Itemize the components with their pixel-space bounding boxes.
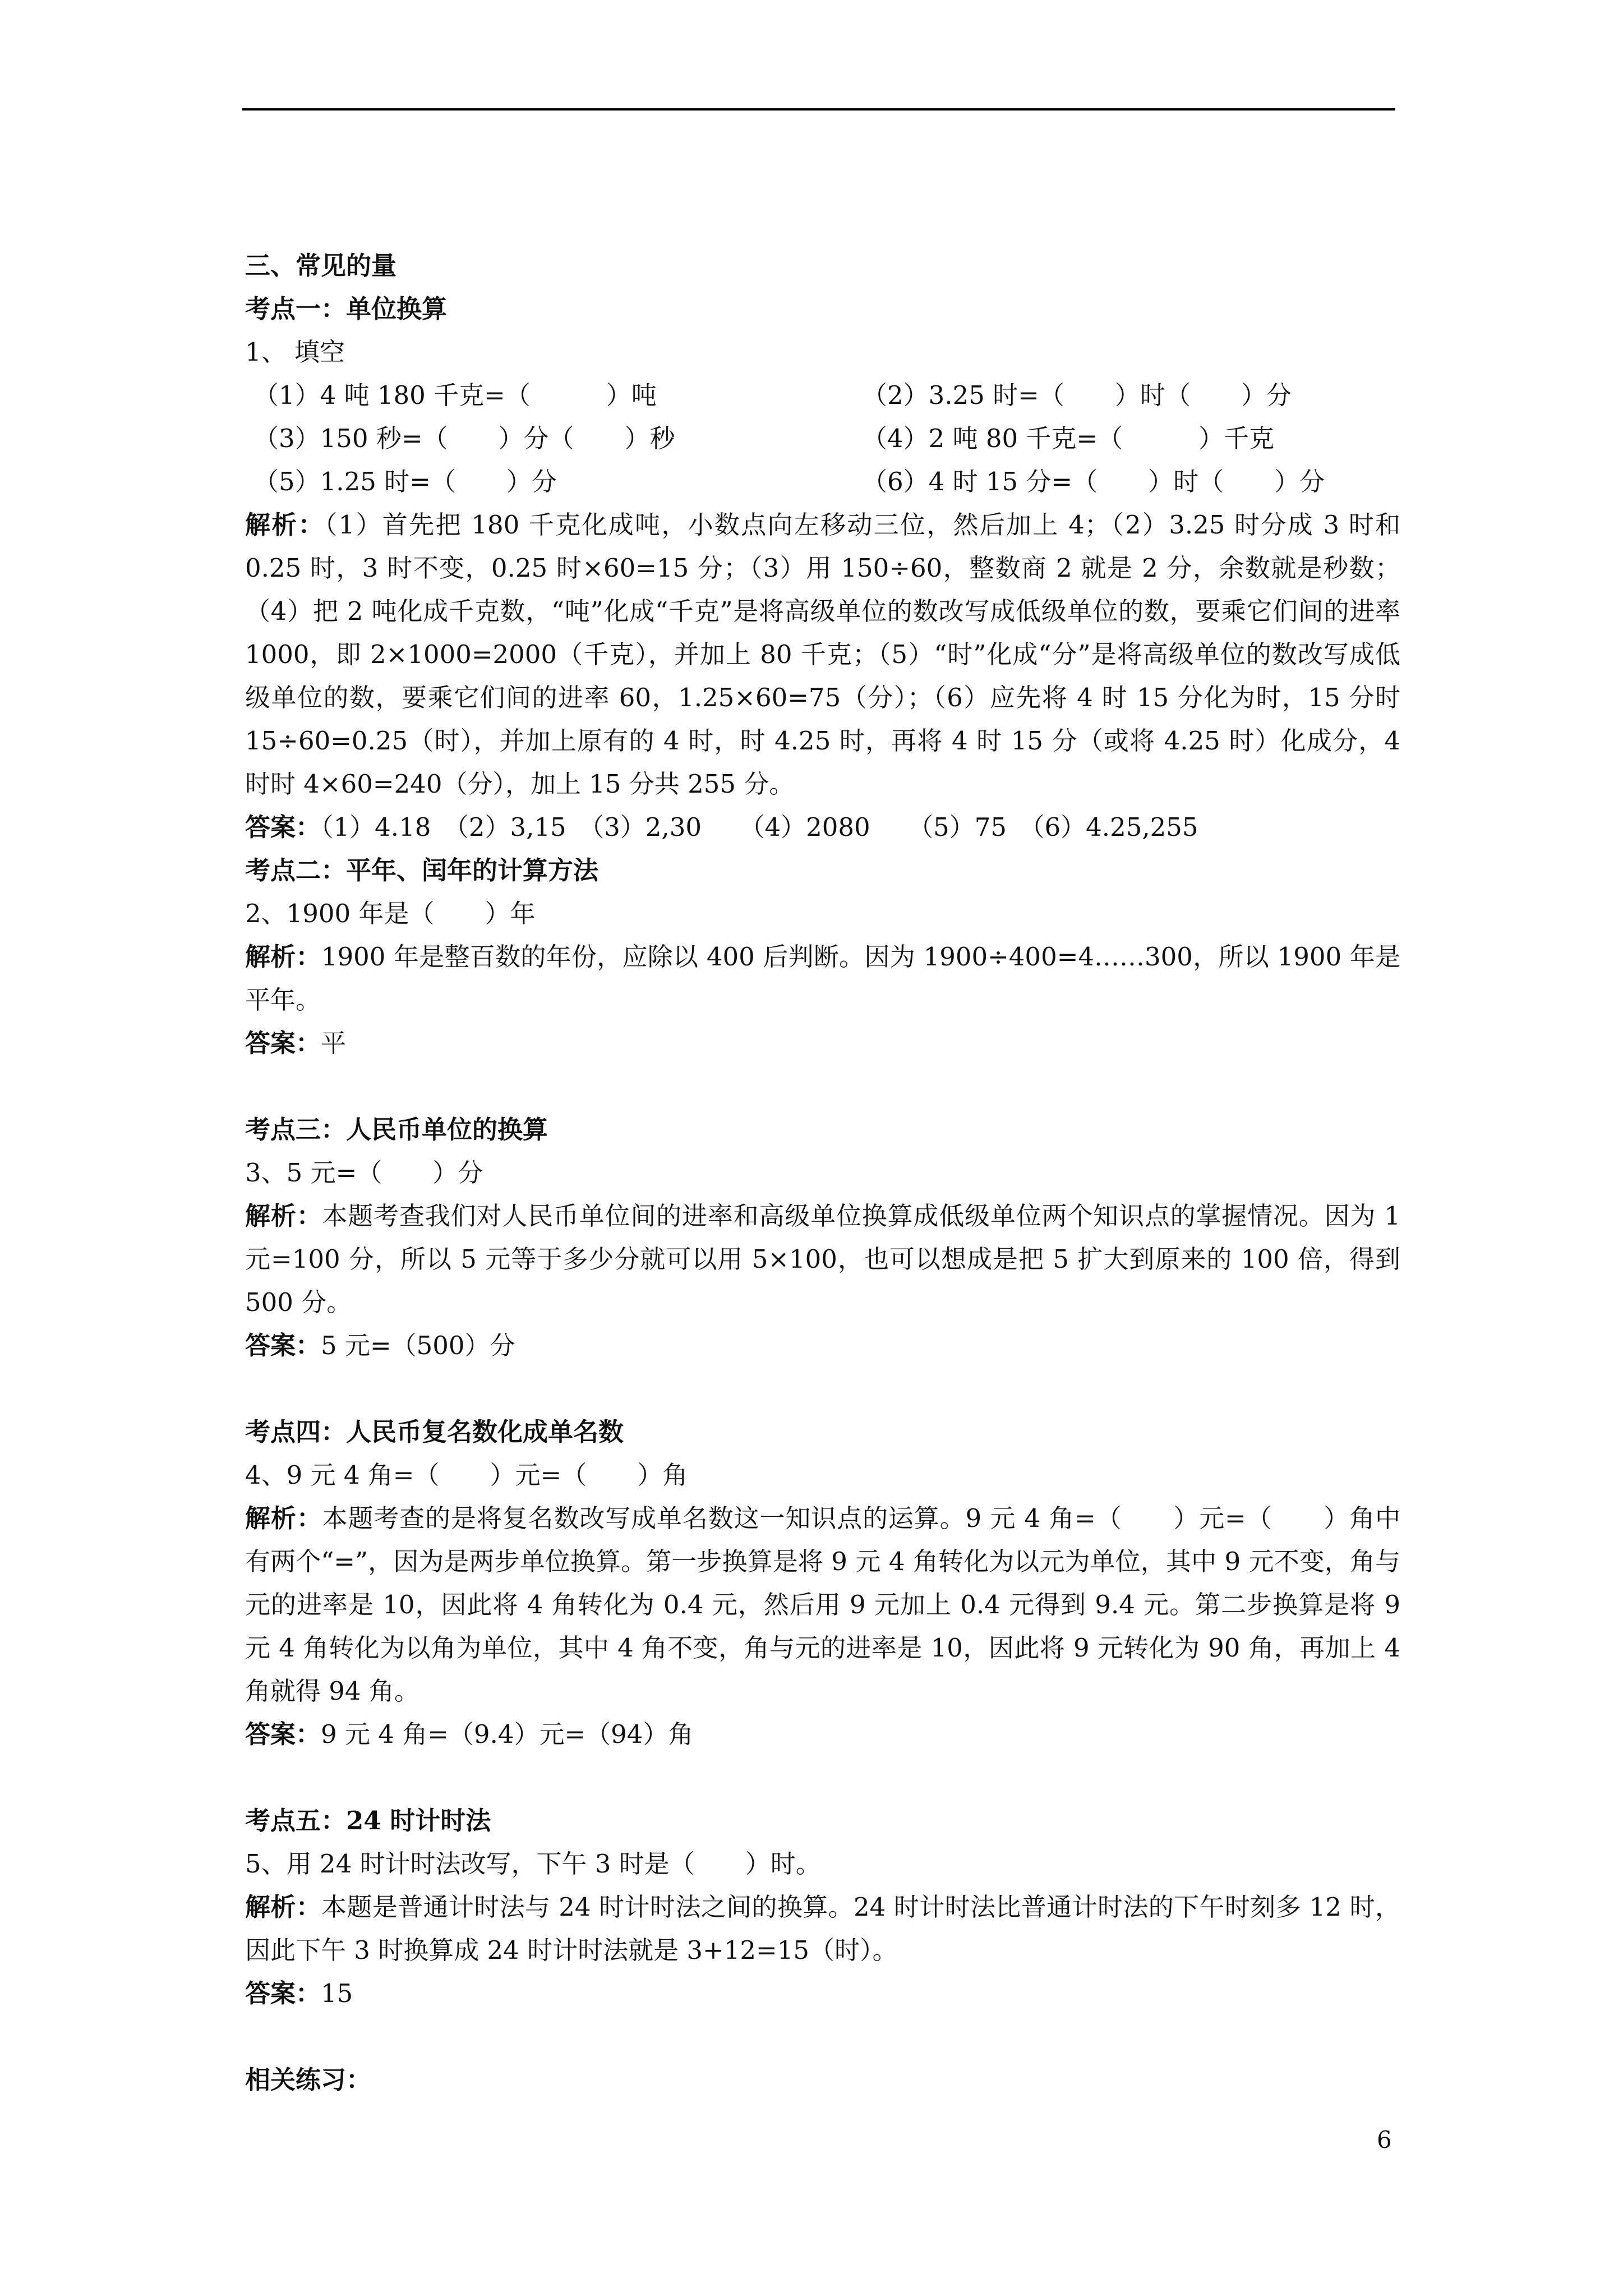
analysis-label: 解析： <box>245 1503 322 1533</box>
point-1-analysis <box>245 503 1400 806</box>
spacer <box>245 2015 1400 2058</box>
point-2-title: 考点二：平年、闰年的计算方法 <box>245 855 599 885</box>
point-5-title: 考点五：24 时计时法 <box>245 1806 491 1835</box>
point-4-title: 考点四：人民币复名数化成单名数 <box>245 1417 624 1447</box>
analysis-text: 1900 年是整百数的年份，应除以 400 后判断。因为 1900÷400=4……300，所以 1900 年是平年。 <box>245 942 1400 1015</box>
fill-item-4: （4）2 吨 80 千克=（ ）千克 <box>862 424 1275 453</box>
analysis-label: 解析： <box>245 1892 322 1922</box>
answer-label: 答案： <box>245 1331 321 1360</box>
answer-text: 5 元=（500）分 <box>321 1331 515 1360</box>
header-rule <box>242 108 1395 111</box>
analysis-text: 本题考查的是将复名数改写成单名数这一知识点的运算。9 元 4 角=（ ）元=（ ）角中有两个“=”，因为是两步单位换算。第一步换算是将 9 元 4 角转化为以元为单位，其中 9 元不变，角与元的进率是 10，因此将 4 角转化为 0.4 元，然后用 9 元加上 0.4 元得到 9.4 元。第二步换算是将 9 元 4 角转化为以角为单位，其中 4 角不变，角与元的进率是 10，因此将 9 元转化为 90 角，再加上 4 角就得 94 角。 <box>245 1503 1400 1706</box>
spacer <box>245 1756 1400 1799</box>
point-1-answer <box>245 806 1400 849</box>
point-5-question: 5、用 24 时计时法改写，下午 3 时是（ ）时。 <box>245 1849 821 1879</box>
point-2-question: 2、1900 年是（ ）年 <box>245 899 536 928</box>
answer-label: 答案： <box>245 1028 321 1058</box>
point-4-analysis <box>245 1497 1400 1713</box>
answer-text: 15 <box>321 1978 353 2008</box>
related-practice-heading: 相关练习： <box>245 2065 372 2095</box>
spacer <box>245 1367 1400 1410</box>
fill-item-5: （5）1.25 时=（ ）分 <box>253 467 557 496</box>
point-3-question: 3、5 元=（ ）分 <box>245 1158 483 1188</box>
point-5-answer <box>245 1972 1400 2015</box>
point-2-answer <box>245 1022 1400 1065</box>
fill-item-3: （3）150 秒=（ ）分（ ）秒 <box>253 424 675 453</box>
point-5-analysis <box>245 1885 1400 1972</box>
point-4-answer <box>245 1713 1400 1756</box>
analysis-label: 解析： <box>245 942 321 972</box>
point-1-question-label: 1、 填空 <box>245 337 345 367</box>
spacer <box>245 1065 1400 1108</box>
fill-row-3 <box>245 460 1400 503</box>
point-3-answer <box>245 1324 1400 1367</box>
analysis-text: 本题是普通计时法与 24 时计时法之间的换算。24 时计时法比普通计时法的下午时刻多 12 时，因此下午 3 时换算成 24 时计时法就是 3+12=15（时）。 <box>245 1892 1400 1965</box>
fill-row-1 <box>245 374 1400 417</box>
fill-item-2: （2）3.25 时=（ ）时（ ）分 <box>862 380 1292 410</box>
point-1-title: 考点一：单位换算 <box>245 294 448 324</box>
fill-row-2 <box>245 417 1400 460</box>
answer-label: 答案： <box>245 812 321 842</box>
analysis-label: 解析： <box>245 1201 322 1231</box>
answer-text: 平 <box>321 1028 347 1058</box>
point-3-analysis <box>245 1194 1400 1324</box>
section-title: 三、常见的量 <box>245 251 397 280</box>
point-2-analysis <box>245 935 1400 1022</box>
analysis-text: 本题考查我们对人民币单位间的进率和高级单位换算成低级单位两个知识点的掌握情况。因为 1 元=100 分，所以 5 元等于多少分就可以用 5×100，也可以想成是把 5 扩大到原来的 100 倍，得到 500 分。 <box>245 1201 1400 1317</box>
page-number: 6 <box>1377 2126 1392 2154</box>
fill-item-1: （1）4 吨 180 千克=（ ）吨 <box>253 380 657 410</box>
point-3-title: 考点三：人民币单位的换算 <box>245 1115 548 1144</box>
analysis-text: （1）首先把 180 千克化成吨，小数点向左移动三位，然后加上 4；（2）3.25 时分成 3 时和 0.25 时，3 时不变，0.25 时×60=15 分；（3）用 150÷60，整数商 2 就是 2 分，余数就是秒数；（4）把 2 吨化成千克数，“吨”化成“千克”是将高级单位的数改写成低级单位的数，要乘它们间的进率 1000，即 2×1000=2000（千克），并加上 80 千克；（5）“时”化成“分”是将高级单位的数改写成低级单位的数，要乘它们间的进率 60，1.25×60=75（分）；（6）应先将 4 时 15 分化为时，15 分时 15÷60=0.25（时），并加上原有的 4 时，时 4.25 时，再将 4 时 15 分（或将 4.25 时）化成分，4 时时 4×60=240（分），加上 15 分共 255 分。 <box>245 510 1400 799</box>
answer-label: 答案： <box>245 1719 321 1749</box>
analysis-label: 解析： <box>245 510 325 540</box>
document-body <box>245 244 1400 2101</box>
fill-item-6: （6）4 时 15 分=（ ）时（ ）分 <box>862 467 1325 496</box>
answer-text: （1）4.18 （2）3,15 （3）2,30 （4）2080 （5）75 （6）4.25,255 <box>321 812 1198 842</box>
answer-text: 9 元 4 角=（9.4）元=（94）角 <box>321 1719 694 1749</box>
answer-label: 答案： <box>245 1978 321 2008</box>
point-4-question: 4、9 元 4 角=（ ）元=（ ）角 <box>245 1460 688 1490</box>
